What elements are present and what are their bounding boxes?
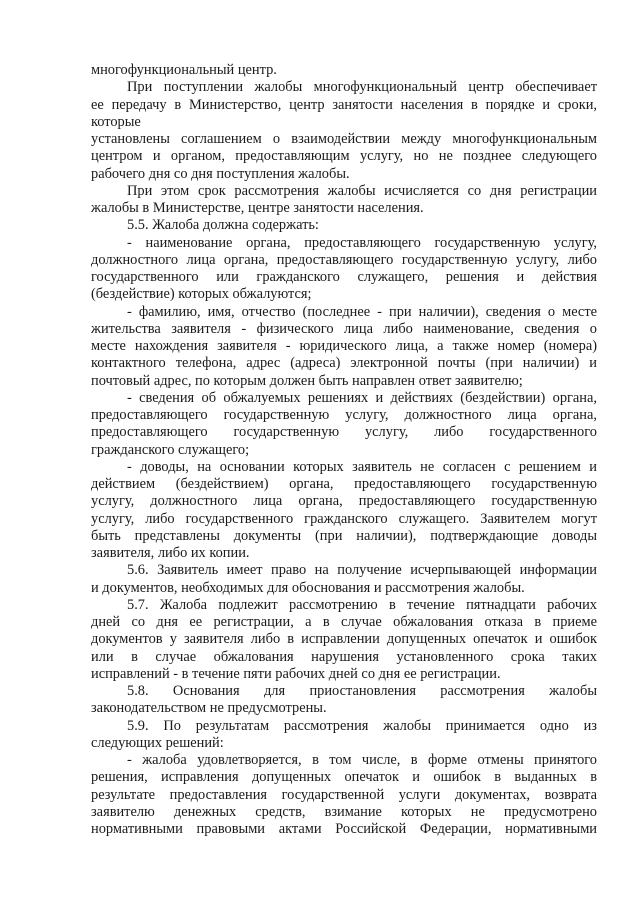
text-line: решения, исправления допущенных опечаток и ошибок в выданных в xyxy=(91,769,597,786)
text-line: установлены соглашением о взаимодействии между многофункциональным xyxy=(91,131,597,147)
text-line: многофункциональный центр. xyxy=(91,62,277,78)
text-line: 5.7. Жалоба подлежит рассмотрению в течение пятнадцати рабочих xyxy=(127,596,597,613)
text-line: государственного или гражданского служащего, решения и действия xyxy=(91,269,597,285)
text-line: - фамилию, имя, отчество (последнее - при наличии), сведения о месте xyxy=(127,303,597,320)
text-line: или в случае обжалования нарушения установленного срока таких xyxy=(91,648,597,665)
text-line: быть представлены документы (при наличии), подтверждающие доводы xyxy=(91,527,597,544)
text-line: контактного телефона, адрес (адреса) электронной почты (при наличии) и xyxy=(91,355,597,372)
text-line: предоставляющего государственную услугу, либо государственного xyxy=(91,424,597,441)
text-line: - сведения об обжалуемых решениях и действиях (бездействии) органа, xyxy=(127,389,597,406)
text-line: почтовый адрес, по которым должен быть направлен ответ заявителю; xyxy=(91,372,523,389)
text-line: и документов, необходимых для обоснования и рассмотрения жалобы. xyxy=(91,579,525,596)
document-page xyxy=(91,62,597,838)
text-line: жалобы в Министерстве, центре занятости населения. xyxy=(91,200,424,216)
text-line: 5.9. По результатам рассмотрения жалобы принимается одно из xyxy=(127,717,597,734)
text-line: 5.8. Основания для приостановления рассмотрения жалобы xyxy=(127,683,597,699)
text-line: следующих решений: xyxy=(91,734,224,751)
text-line: (бездействие) которых обжалуются; xyxy=(91,286,312,303)
text-line: гражданского служащего; xyxy=(91,441,250,458)
text-line: исправлений - в течение пяти рабочих дней со дня ее регистрации. xyxy=(91,665,501,682)
text-line: которые xyxy=(91,113,141,130)
text-line: рабочего дня со дня поступления жалобы. xyxy=(91,165,350,182)
text-line: заявителя, либо их копии. xyxy=(91,545,250,561)
text-line: - доводы, на основании которых заявитель не согласен с решением и xyxy=(127,458,597,475)
text-line: результате предоставления государственной услуги документах, возврата xyxy=(91,786,597,803)
text-line: услугу, либо государственного гражданского служащего. Заявителем могут xyxy=(91,510,597,527)
text-line: месте нахождения заявителя - юридического лица, а также номер (номера) xyxy=(91,338,597,354)
text-line: ее передачу в Министерство, центр занятости населения в порядке и сроки, xyxy=(91,96,597,113)
text-line: дней со дня ее регистрации, а в случае обжалования отказа в приеме xyxy=(91,614,597,630)
text-line: 5.5. Жалоба должна содержать: xyxy=(127,217,319,234)
text-line: услугу, должностного лица органа, предоставляющего государственную xyxy=(91,493,597,510)
text-line: При поступлении жалобы многофункциональный центр обеспечивает xyxy=(127,79,597,96)
text-line: 5.6. Заявитель имеет право на получение исчерпывающей информации xyxy=(127,562,597,579)
text-line: действием (бездействием) органа, предоставляющего государственную xyxy=(91,476,597,492)
text-line: должностного лица органа, предоставляющего государственную услугу, либо xyxy=(91,251,597,268)
text-line: жительства заявителя - физического лица либо наименование, сведения о xyxy=(91,320,597,337)
text-line: нормативными правовыми актами Российской Федерации, нормативными xyxy=(91,821,597,837)
text-line: При этом срок рассмотрения жалобы исчисляется со дня регистрации xyxy=(127,182,597,199)
text-line: законодательством не предусмотрены. xyxy=(91,700,327,717)
text-line: предоставляющего государственную услугу, должностного лица органа, xyxy=(91,407,597,423)
text-line: - наименование органа, предоставляющего государственную услугу, xyxy=(127,234,597,251)
text-line: центром и органом, предоставляющим услугу, но не позднее следующего xyxy=(91,148,597,165)
text-line: - жалоба удовлетворяется, в том числе, в форме отмены принятого xyxy=(127,752,597,768)
text-line: документов у заявителя либо в исправлении допущенных опечаток и ошибок xyxy=(91,631,597,648)
text-line: заявителю денежных средств, взимание которых не предусмотрено xyxy=(91,803,597,820)
